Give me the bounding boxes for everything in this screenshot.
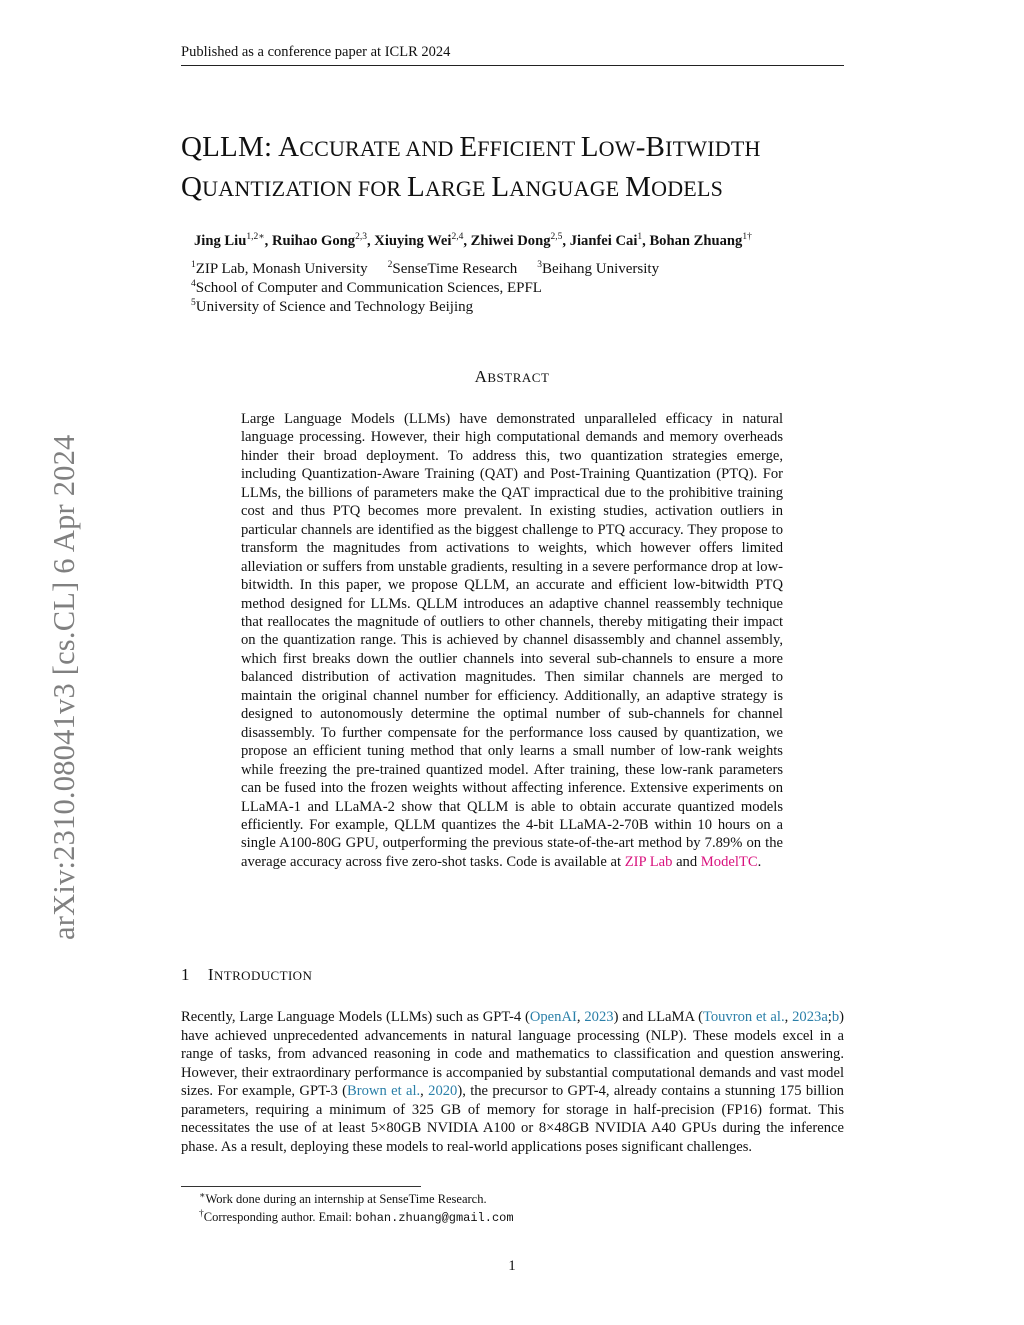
affiliation-line-3: $^5$University of Science and Technology Beijing [191,298,474,315]
author-affiliation-sup: 2,4 [451,232,464,242]
paper-title [181,128,861,208]
citation-link[interactable]: Touvron et al. [702,1009,785,1025]
citation-link[interactable]: b [831,1009,840,1025]
affiliation-line-1: $^1$ZIP Lab, Monash University $^2$SenseTime Research $^3$Beihang University [191,260,660,277]
author-list: Jing Liu$^{1,2∗}$, Ruihao Gong$^{2,3}$, Xiuying Wei$^{2,4}$, Zhiwei Dong$^{2,5}$, Jianfei Cai$^1$, Bohan Zhuang$^{1\dagger}$ [194,232,752,249]
affiliation-line-2: $^4$School of Computer and Communication Sciences, EPFL [191,279,542,296]
footnote-2: †Corresponding author. Email: bohan.zhuang@gmail.com [199,1209,514,1226]
modeltc-link[interactable]: ModelTC [700,853,758,870]
author-name: Ruihao Gong [271,232,356,249]
author-name: Zhiwei Dong [470,232,551,249]
title-line-1: QLLM: ACCURATE AND EFFICIENT LOW-BITWIDTH [181,131,761,163]
footnote-divider [181,1186,421,1187]
author-email: bohan.zhuang@gmail.com [355,1211,514,1226]
zip-lab-link[interactable]: ZIP Lab [624,853,673,870]
author-name: Xiuying Wei [374,232,452,249]
author-affiliation-sup: 1,2 [246,232,259,242]
section-heading-introduction: 1 INTRODUCTION [181,965,313,984]
author-affiliation-sup: 1 [637,232,643,242]
section-number: 1 [181,965,190,984]
footnote-1: ∗Work done during an internship at SenseTime Research. [199,1191,487,1207]
citation-link[interactable]: 2023 [584,1009,614,1025]
author-name: Bohan Zhuang [649,232,743,249]
affiliation: School of Computer and Communication Sciences, EPFL [195,280,542,296]
abstract-body: Large Language Models (LLMs) have demonstrated unparalleled efficacy in natural language processing. However, their high computational demands and memory overheads hinder their broad deployment. To address this, two quantization strategies emerge, including Quantization-Aware Training (QAT) and Post-Training Quantization (PTQ). For LLMs, the billions of parameters make the QAT impractical due to the prohibitive training cost and thus PTQ becomes more prevalent. In existing studies, activation outliers in particular channels are identified as the biggest challenge to PTQ accuracy. They propose to transform the magnitudes from activations to weights, which however offers limited alleviation or suffers from unstable gradients, resulting in a severe performance drop at low-bitwidth. In this paper, we propose QLLM, an accurate and efficient low-bitwidth PTQ method designed for LLMs. QLLM introduces an adaptive channel reassembly technique that reallocates the magnitude of outliers to other channels, thereby mitigating their impact on the quantization range. This is achieved by channel disassembly and channel assembly, which first breaks down the outlier channels into several sub-channels to ensure a more balanced distribution of activation magnitudes. Then similar channels are merged to maintain the original channel number for efficiency. Additionally, an adaptive strategy is designed to autonomously determine the optimal number of sub-channels for channel disassembly. To further compensate for the performance loss caused by quantization, we propose an efficient tuning method that only learns a small number of low-rank weights while freezing the pre-trained quantized model. After training, these low-rank parameters can be fused into the frozen weights without affecting inference. Extensive experiments on LLaMA-1 and LLaMA-2 show that QLLM is able to obtain accurate quantized models efficiently. For example, QLLM quantizes the 4-bit LLaMA-2-70B within 10 hours on a single A100-80G GPU, outperforming the previous state-of-the-art method by 7.89% on the average accuracy across five zero-shot tasks. Code is available at ZIP Lab and ModelTC. [241,411,783,870]
author-affiliation-sup: 1† [742,232,752,242]
affiliation: SenseTime Research [392,261,518,277]
abstract-heading: ABSTRACT [474,367,550,386]
citation-link[interactable]: 2023a [792,1009,828,1025]
author-name: Jing Liu [194,232,247,249]
title-line-2: QUANTIZATION FOR LARGE LANGUAGE MODELS [181,171,724,203]
affiliation: University of Science and Technology Beijing [195,299,474,315]
arxiv-sidebar-stamp: arXiv:2310.08041v3 [cs.CL] 6 Apr 2024 [47,434,81,940]
citation-link[interactable]: 2020 [428,1083,458,1099]
citation-link[interactable]: OpenAI [529,1009,577,1025]
running-header: Published as a conference paper at ICLR 2024 [181,44,844,66]
author-name: Jianfei Cai [569,232,638,249]
citation-link[interactable]: Brown et al. [347,1083,421,1099]
author-footnote-mark: ∗ [258,232,265,242]
author-affiliation-sup: 2,3 [355,232,367,242]
page-number: 1 [508,1258,516,1274]
introduction-paragraph: Recently, Large Language Models (LLMs) such as GPT-4 (OpenAI, 2023) and LLaMA (Touvron et al., 2023a;b) have achieved unprecedented advancements in natural language processing (NLP). These models excel in a range of tasks, from advanced reasoning in code and mathematics to classification and question answering. However, their extraordinary performance is accompanied by substantial computational demands and vast model sizes. For example, GPT-3 (Brown et al., 2020), the precursor to GPT-4, already contains a stunning 175 billion parameters, requiring a minimum of 325 GB of memory for storage in half-precision (FP16) format. This necessitates the use of at least 5×80GB NVIDIA A100 or 8×48GB NVIDIA A40 GPUs during the inference phase. As a result, deploying these models to real-world applications poses significant challenges. [181,1009,845,1155]
affiliation: Beihang University [542,261,660,277]
author-affiliation-sup: 2,5 [550,232,563,242]
affiliation: ZIP Lab, Monash University [195,261,368,277]
